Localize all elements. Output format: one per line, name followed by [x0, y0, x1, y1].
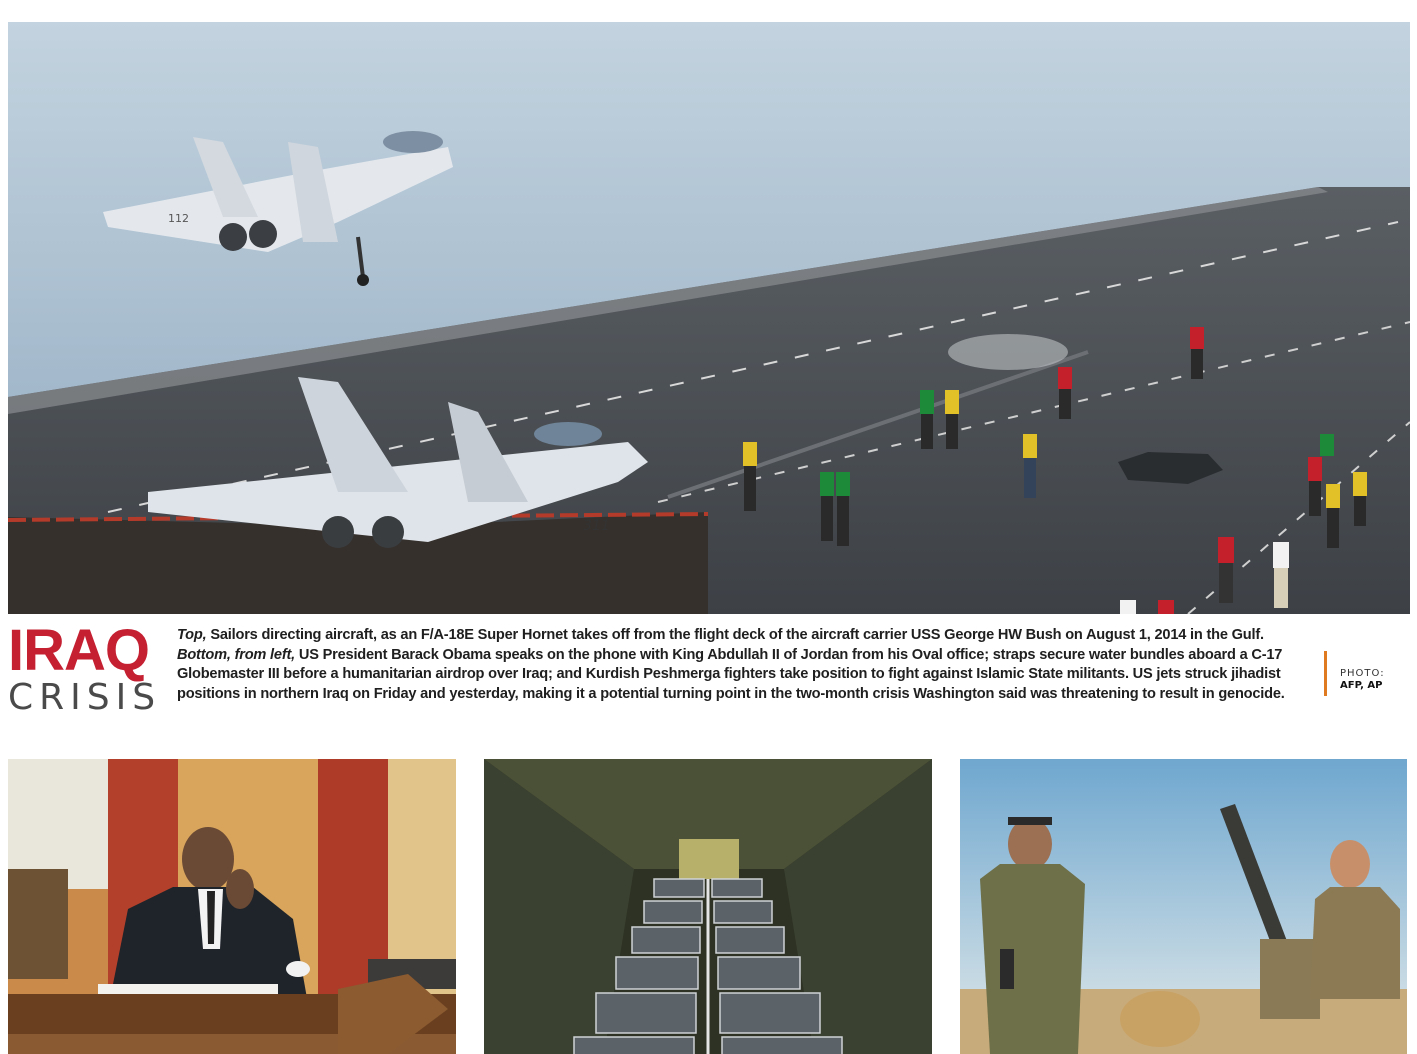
headline-word-crisis: CRISIS — [8, 677, 162, 718]
caption-lead-top: Top, — [177, 627, 207, 643]
caption-lead-bottom: Bottom, from left, — [177, 646, 296, 663]
caption-text-1: Sailors directing aircraft, as an F/A-18E Super Hornet takes off from the flight deck of the aircraft carrier USS George HW Bush on August 1, 2014 in the Gulf. — [206, 627, 1264, 643]
caption-text-2: US President Barack Obama speaks on the phone with King Abdullah II of Jordan from his Oval office; straps secure water bundles aboard a C-17 Globemaster III before a humanitarian airdrop over Iraq; and Kurdish Peshmerga fighters take position to fight against Islamic State militants. US jets struck jihadist positions in northern Iraq on Friday and yesterday, making it a potential turning point in the two-month crisis Washington said was threatening to result in genocide. — [177, 646, 1285, 702]
credit-accent-bar — [1324, 651, 1327, 696]
top-photo-aircraft-carrier — [8, 22, 1410, 614]
photo-oval-office — [8, 759, 456, 1054]
photo-caption — [177, 626, 1287, 704]
person-head — [182, 827, 234, 891]
photo-credit — [1340, 668, 1417, 691]
credit-label: PHOTO: — [1340, 668, 1385, 679]
photo-c17-cargo-hold — [484, 759, 932, 1054]
credit-value: AFP, AP — [1340, 680, 1383, 691]
headline-word-iraq: IRAQ — [8, 618, 149, 683]
photo-peshmerga-fighters — [960, 759, 1407, 1054]
svg-text:311: 311 — [583, 518, 610, 534]
section-headline — [8, 618, 162, 718]
svg-text:112: 112 — [168, 212, 189, 225]
